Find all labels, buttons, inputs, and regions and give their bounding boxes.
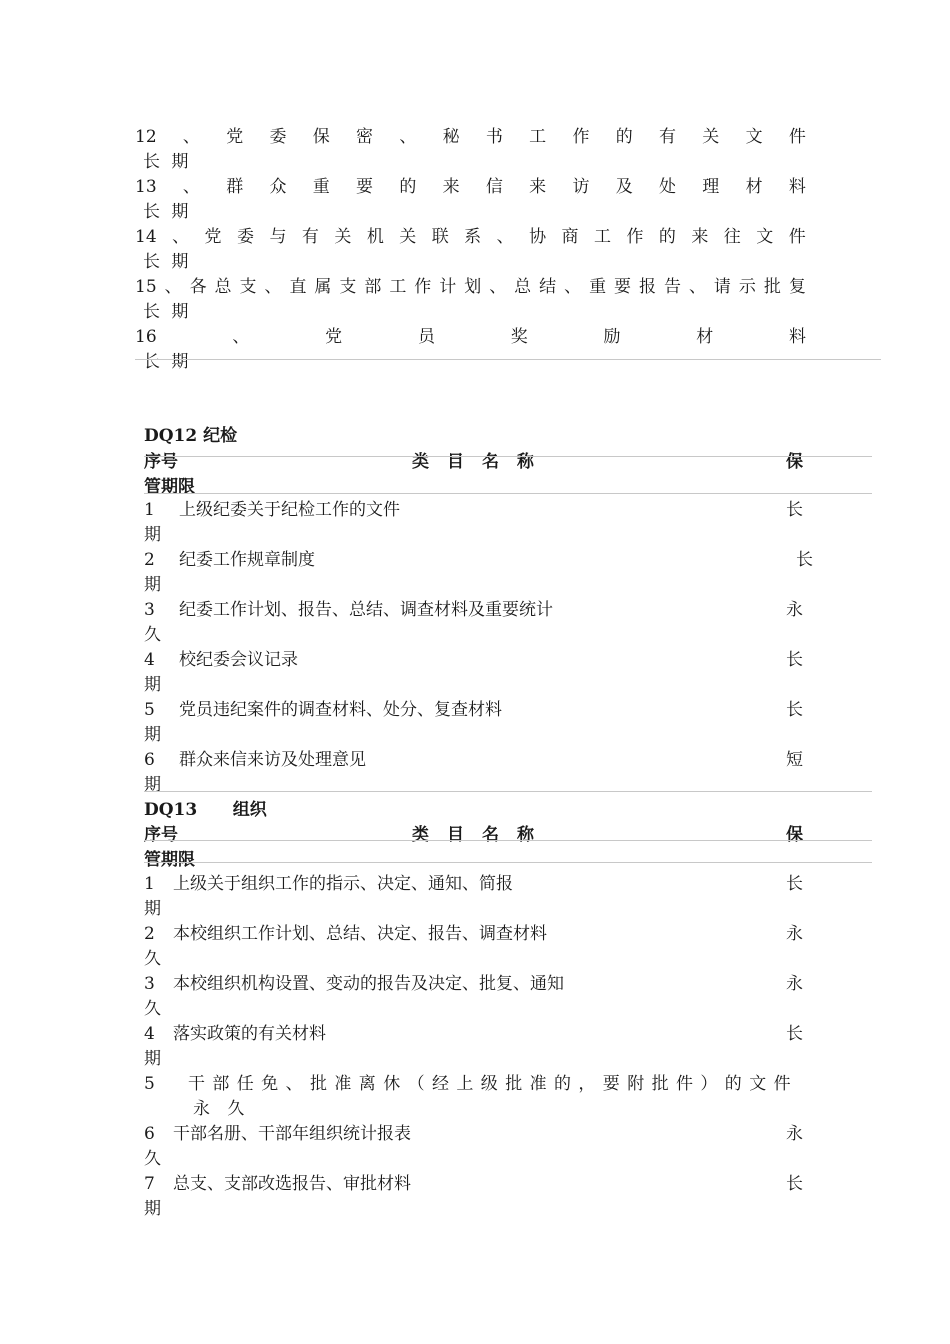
list-item-char: 理 [702, 177, 720, 197]
row-number: 3 [144, 974, 155, 994]
row-name: 群众来信来访及处理意见 [179, 750, 366, 770]
row-retention-a: 长 [786, 500, 803, 520]
list-item-char: 来 [529, 177, 547, 197]
row-retention-a: 长 [796, 550, 813, 570]
row-retention-a: 永 [786, 974, 803, 994]
list-item-char: 文 [745, 127, 763, 147]
list-item-char: 励 [603, 327, 621, 347]
list-item-char: 要 [614, 277, 632, 297]
row-retention-b: 久 [144, 625, 161, 645]
list-item-char: 及 [615, 177, 633, 197]
row-number: 6 [144, 1124, 155, 1144]
list-item-char: 关 [334, 227, 352, 247]
list-item-char: 、 [688, 277, 706, 297]
row-name: 干部任免、批准离休（经上级批准的，要附批件）的文件 [188, 1074, 798, 1094]
list-item-char: 材 [745, 177, 763, 197]
divider [144, 862, 872, 863]
row-retention-b: 久 [144, 1149, 161, 1169]
list-item-term: 长 期 [143, 302, 192, 322]
row-retention-b: 久 [144, 999, 161, 1019]
header-retention-b: 管期限 [144, 477, 195, 497]
row-retention-a: 长 [786, 700, 803, 720]
header-category-name: 类目名称 [412, 825, 552, 845]
row-number: 1 [144, 874, 155, 894]
list-item-char: 的 [615, 127, 633, 147]
list-item-char: 工 [529, 127, 547, 147]
list-item-char: 计 [439, 277, 457, 297]
row-number: 6 [144, 750, 155, 770]
list-item-char: 奖 [510, 327, 528, 347]
list-item-char: 商 [561, 227, 579, 247]
list-item-char: 各 [189, 277, 207, 297]
list-item-char: 直 [289, 277, 307, 297]
section-title: DQ12 纪检 [144, 426, 238, 446]
list-item-char: 划 [464, 277, 482, 297]
row-name: 校纪委会议记录 [179, 650, 298, 670]
list-item-char: 示 [738, 277, 756, 297]
list-item-char: 工 [593, 227, 611, 247]
list-item-char: 有 [659, 127, 677, 147]
list-item-char: 员 [417, 327, 435, 347]
list-item-char: 秘 [442, 127, 460, 147]
header-serial: 序号 [144, 452, 178, 472]
list-item-char: 属 [314, 277, 332, 297]
row-name: 落实政策的有关材料 [173, 1024, 326, 1044]
list-item-char: 告 [663, 277, 681, 297]
list-item-char: 群 [226, 177, 244, 197]
list-item-char: 要 [356, 177, 374, 197]
list-item-char: 作 [414, 277, 432, 297]
list-item-char: 关 [702, 127, 720, 147]
row-name: 上级关于组织工作的指示、决定、通知、简报 [173, 874, 513, 894]
row-retention-b: 期 [144, 725, 161, 745]
list-item-char: 支 [339, 277, 357, 297]
list-item-char: 协 [529, 227, 547, 247]
list-item-char: 件 [788, 127, 806, 147]
list-item-char: 材 [696, 327, 714, 347]
list-item-char: 委 [269, 127, 287, 147]
list-item-char: 件 [788, 227, 806, 247]
row-number: 2 [144, 550, 155, 570]
row-retention-b: 久 [144, 949, 161, 969]
list-item-term: 长 期 [143, 352, 192, 372]
list-item-char: 部 [364, 277, 382, 297]
row-number: 2 [144, 924, 155, 944]
list-item-char: 机 [366, 227, 384, 247]
header-retention-a: 保 [786, 452, 803, 472]
divider [135, 359, 881, 360]
row-name: 干部名册、干部年组织统计报表 [173, 1124, 411, 1144]
row-retention-a: 短 [786, 750, 803, 770]
list-item-char: 料 [789, 327, 806, 347]
row-name: 总支、支部改选报告、审批材料 [173, 1174, 411, 1194]
list-item-term: 长 期 [143, 252, 192, 272]
list-item-char: 总 [514, 277, 532, 297]
row-number: 3 [144, 600, 155, 620]
list-item [135, 175, 806, 200]
list-item-char: 委 [237, 227, 254, 247]
header-retention-b: 管期限 [144, 850, 195, 870]
row-number: 4 [144, 650, 155, 670]
list-item-char: 支 [239, 277, 257, 297]
list-item-char: 众 [269, 177, 287, 197]
row-retention-b: 期 [144, 1199, 161, 1219]
list-item-char: 、 [564, 277, 582, 297]
list-item-number: 14 [135, 227, 157, 247]
list-item-char: 系 [464, 227, 482, 247]
row-name: 本校组织机构设置、变动的报告及决定、批复、通知 [173, 974, 564, 994]
list-item-char: 往 [723, 227, 741, 247]
list-item [135, 325, 806, 350]
row-retention-a: 永 [786, 924, 803, 944]
list-item-char: 文 [756, 227, 774, 247]
list-item-term: 长 期 [143, 202, 192, 222]
list-item-char: 的 [658, 227, 676, 247]
row-name: 纪委工作规章制度 [179, 550, 315, 570]
list-item-char: 请 [713, 277, 731, 297]
list-item [135, 275, 806, 300]
list-item-char: 作 [626, 227, 644, 247]
list-item-char: 、 [496, 227, 514, 247]
list-item-char: 党 [204, 227, 222, 247]
list-item-char: 、 [182, 177, 200, 197]
row-number: 5 [144, 700, 155, 720]
list-item-char: 联 [431, 227, 449, 247]
list-item-char: 的 [399, 177, 417, 197]
row-retention-b: 永 久 [193, 1099, 251, 1119]
row-retention-b: 期 [144, 1049, 161, 1069]
row-retention-a: 永 [786, 600, 803, 620]
divider [144, 840, 872, 841]
row-retention-a: 永 [786, 1124, 803, 1144]
list-item-char: 有 [301, 227, 319, 247]
list-item-char: 党 [325, 327, 343, 347]
row-name: 本校组织工作计划、总结、决定、报告、调查材料 [173, 924, 547, 944]
list-item-char: 总 [214, 277, 232, 297]
list-item-char: 作 [572, 127, 590, 147]
list-item-number: 16 [135, 327, 157, 347]
row-retention-a: 长 [786, 650, 803, 670]
list-item [135, 125, 806, 150]
list-item-char: 复 [788, 277, 806, 297]
list-item-char: 密 [356, 127, 374, 147]
row-name: 党员违纪案件的调查材料、处分、复查材料 [179, 700, 502, 720]
list-item-number: 15 [135, 277, 157, 297]
row-number: 7 [144, 1174, 155, 1194]
row-retention-b: 期 [144, 575, 161, 595]
divider [144, 493, 872, 494]
list-item-char: 、 [182, 127, 200, 147]
list-item-char: 来 [691, 227, 709, 247]
list-item-char: 工 [389, 277, 407, 297]
list-item-char: 、 [399, 127, 417, 147]
list-item-char: 访 [572, 177, 590, 197]
list-item-char: 关 [399, 227, 417, 247]
row-retention-b: 期 [144, 775, 161, 795]
row-name: 纪委工作计划、报告、总结、调查材料及重要统计 [179, 600, 553, 620]
list-item-char: 保 [312, 127, 330, 147]
header-serial: 序号 [144, 825, 178, 845]
list-item-char: 报 [639, 277, 657, 297]
list-item-term: 长 期 [143, 152, 192, 172]
section-title: DQ13 组织 [144, 800, 267, 820]
list-item-char: 批 [763, 277, 781, 297]
list-item-char: 、 [489, 277, 507, 297]
list-item-char: 结 [539, 277, 557, 297]
list-item-char: 与 [269, 227, 287, 247]
list-item-char: 料 [788, 177, 806, 197]
row-retention-a: 长 [786, 1174, 803, 1194]
row-name: 上级纪委关于纪检工作的文件 [179, 500, 400, 520]
row-number: 4 [144, 1024, 155, 1044]
divider [144, 456, 872, 457]
row-number: 1 [144, 500, 155, 520]
row-retention-b: 期 [144, 525, 161, 545]
row-retention-a: 长 [786, 1024, 803, 1044]
list-item-char: 书 [485, 127, 503, 147]
list-item-char: 重 [589, 277, 607, 297]
list-item-number: 12 [135, 127, 157, 147]
row-retention-b: 期 [144, 899, 161, 919]
list-item [135, 225, 806, 250]
row-retention-a: 长 [786, 874, 803, 894]
list-item-char: 、 [232, 327, 250, 347]
header-retention-a: 保 [786, 825, 803, 845]
list-item-char: 、 [264, 277, 282, 297]
divider [144, 791, 872, 792]
row-number: 5 [144, 1074, 155, 1094]
list-item-char: 党 [226, 127, 244, 147]
list-item-number: 13 [135, 177, 157, 197]
list-item-char: 信 [485, 177, 503, 197]
list-item-char: 、 [164, 277, 182, 297]
header-category-name: 类目名称 [412, 452, 552, 472]
list-item-char: 、 [172, 227, 190, 247]
row-retention-b: 期 [144, 675, 161, 695]
list-item-char: 处 [659, 177, 677, 197]
list-item-char: 重 [312, 177, 330, 197]
list-item-char: 来 [442, 177, 460, 197]
